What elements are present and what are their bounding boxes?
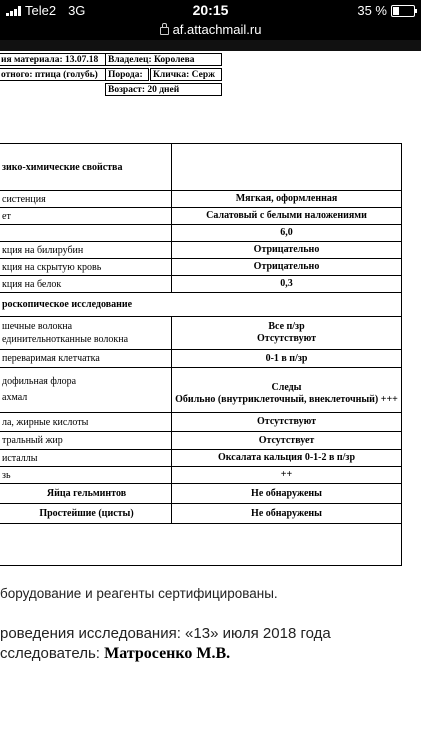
helminth-label: Яйца гельминтов [0, 484, 172, 503]
breed: Порода: [105, 68, 149, 81]
study-date: роведения исследования: «13» июля 2018 года [0, 625, 331, 642]
animal-type: отного: птица (голубь) [0, 68, 106, 81]
battery-icon [391, 5, 415, 17]
table-row: тральный жир Отсутствует [0, 432, 401, 450]
network-type: 3G [68, 3, 86, 18]
table-row: кция на билирубин Отрицательно [0, 242, 401, 259]
table-row: дофильная флора ахмал Следы Обильно (внутриклеточный, внеклеточный) +++ [0, 368, 401, 413]
table-row: 6,0 [0, 225, 401, 242]
table-row [0, 484, 401, 504]
section-title: зико-химические свойства [0, 144, 172, 190]
battery-percent: 35 % [357, 3, 387, 18]
researcher: сследователь: Матросенко М.В. [0, 645, 231, 662]
helminth-value: Не обнаружены [251, 487, 322, 499]
table-row: ла, жирные кислоты Отсутствуют [0, 413, 401, 432]
section-title: роскопическое исследование [2, 299, 133, 310]
carrier-name: Tele2 [25, 3, 57, 18]
table-row [0, 504, 401, 524]
table-row: ет Салатовый с белыми наложениями [0, 208, 401, 225]
table-row: зь ++ [0, 467, 401, 484]
nickname: Кличка: Серж [150, 68, 222, 81]
table-row: шечные волокна единительнотканные волокна Все п/зр Отсутствуют [0, 317, 401, 350]
results-table [0, 143, 402, 566]
url-domain: af.attachmail.ru [172, 22, 262, 37]
table-row: переваримая клетчатка 0-1 в п/зр [0, 350, 401, 368]
table-row: исталлы Оксалата кальция 0-1-2 в п/зр [0, 450, 401, 467]
clock: 20:15 [192, 2, 229, 18]
age: Возраст: 20 дней [105, 83, 222, 96]
table-row: кция на скрытую кровь Отрицательно [0, 259, 401, 276]
sample-date: ия материала: 13.07.18 [0, 53, 106, 66]
owner: Владелец: Королева [105, 53, 222, 66]
protozoa-value: Не обнаружены [251, 507, 322, 519]
table-row: систенция Мягкая, оформленная [0, 191, 401, 208]
status-bar [0, 0, 421, 22]
browser-toolbar-strip [0, 40, 421, 51]
researcher-name: Матросенко М.В. [104, 645, 231, 662]
certification-note: борудование и реагенты сертифицированы. [0, 586, 278, 601]
table-row: кция на белок 0,3 [0, 276, 401, 293]
url-bar[interactable] [0, 22, 421, 40]
section-header-microscopy [0, 293, 401, 317]
protozoa-label: Простейшие (цисты) [0, 504, 172, 523]
section-header-physicochemical [0, 144, 401, 191]
lock-icon [160, 27, 169, 35]
